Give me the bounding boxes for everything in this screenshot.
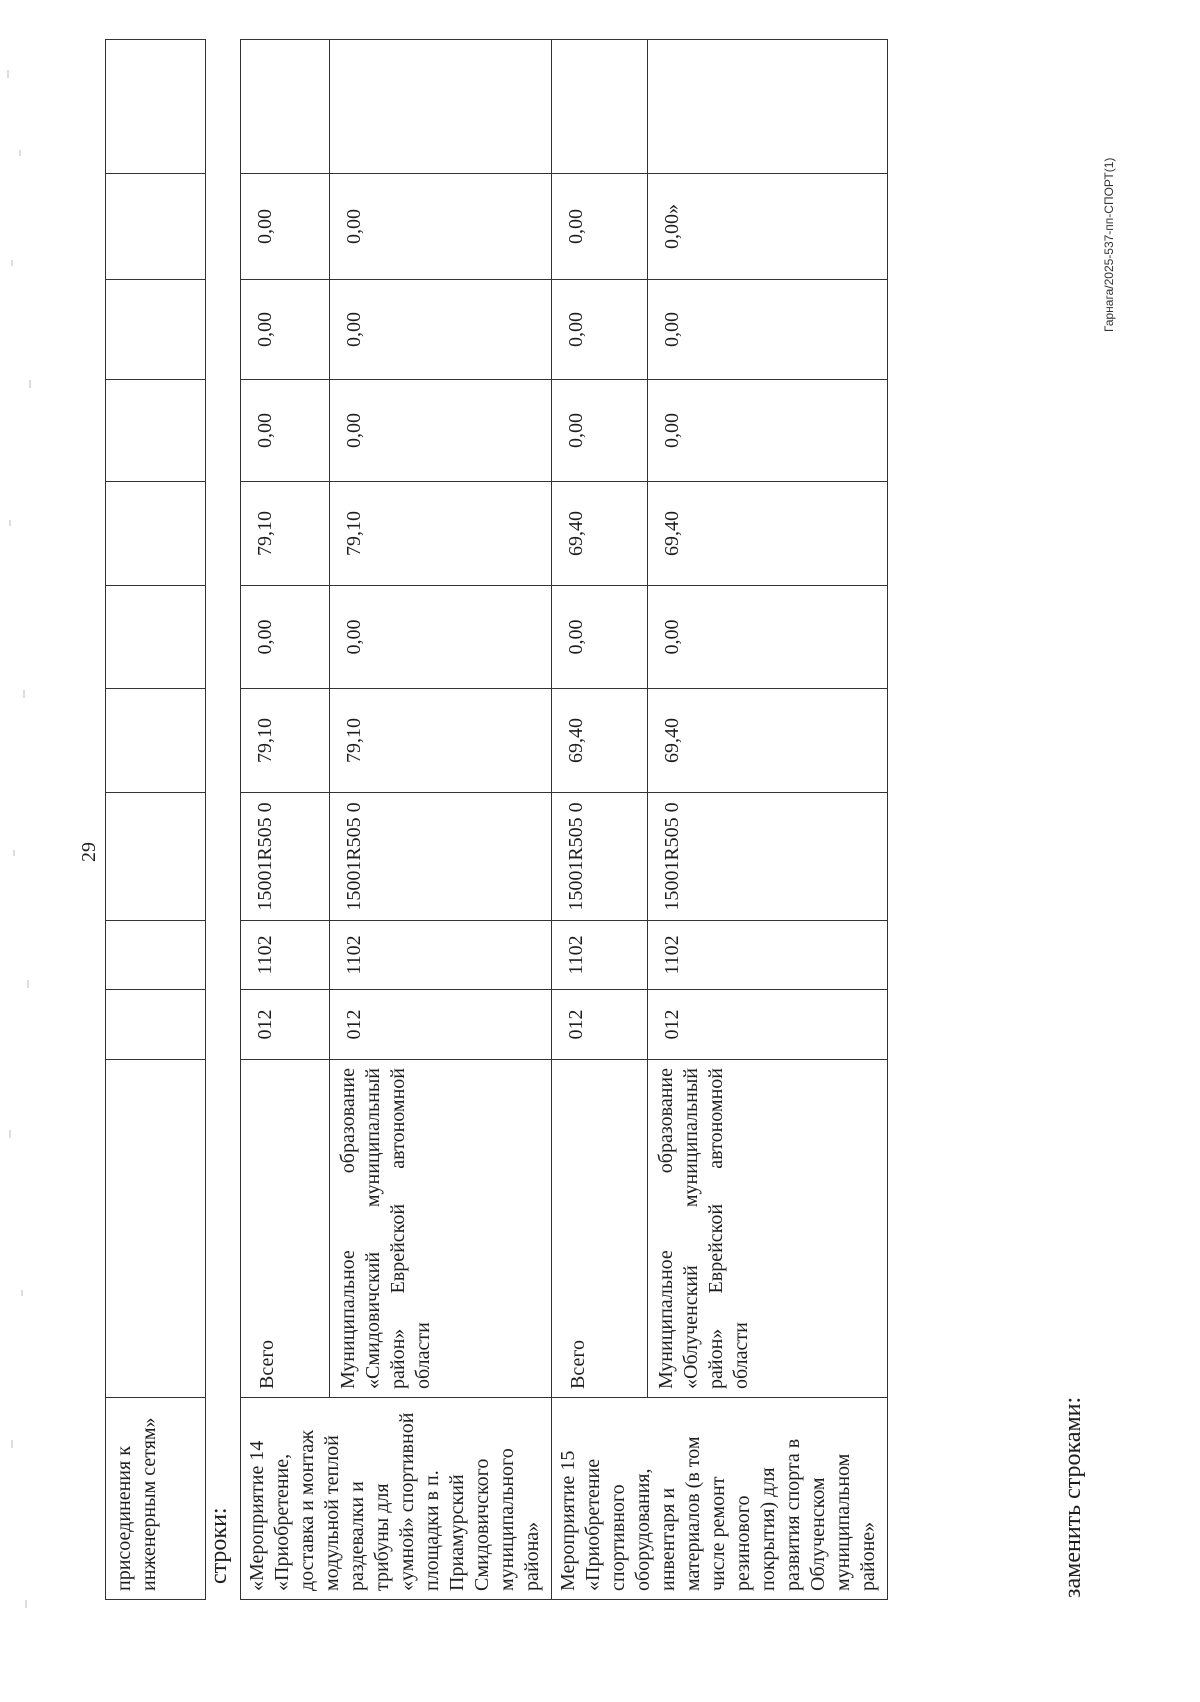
table-cell: 0,00: [647, 280, 887, 380]
table-cell: [241, 40, 330, 174]
table-cell: 0,00: [329, 586, 551, 689]
table-cell: 15001R505 0: [552, 793, 648, 921]
table-cell: 012: [552, 990, 648, 1060]
table-cell: [106, 1060, 206, 1398]
table-cell: 79,10: [329, 689, 551, 793]
table-cell: 0,00: [241, 280, 330, 380]
table-cell: 1102: [552, 921, 648, 990]
table-cell: [106, 40, 206, 174]
table-cell: 012: [647, 990, 887, 1060]
continuation-table: [105, 39, 206, 1600]
table-cell: 69,40: [647, 482, 887, 586]
table-cell: 012: [241, 990, 330, 1060]
table-cell: [106, 380, 206, 482]
table-cell: 69,40: [647, 689, 887, 793]
table-cell: [106, 174, 206, 280]
table-cell-event-name: Мероприятие 15 «Приобретение спортивного оборудования, инвентаря и материалов (в том числе ремонт резинового покрытия) для развития спорта в Облученском муниципальном районе»: [552, 1398, 888, 1600]
table-cell: 0,00: [241, 380, 330, 482]
table-cell: 0,00: [241, 174, 330, 280]
table-cell-municipality: Муниципальное образование «Облученский муниципальный район» Еврейской автономной области: [647, 1060, 887, 1398]
table-cell: [647, 40, 887, 174]
table-cell: 0,00: [241, 586, 330, 689]
table-cell: присоединения к инженерным сетям»: [106, 1398, 206, 1600]
footer-code: Гарнага/2025-537-пп-СПОРТ(1): [1102, 157, 1116, 332]
table-cell: Всего: [241, 1060, 330, 1398]
table-cell: 0,00: [552, 380, 648, 482]
table-cell: 79,10: [241, 689, 330, 793]
table-cell: 15001R505 0: [241, 793, 330, 921]
table-cell-municipality: Муниципальное образование «Смидовичский муниципальный район» Еврейской автономной области: [329, 1060, 551, 1398]
table-cell: [329, 40, 551, 174]
table-cell: 79,10: [329, 482, 551, 586]
table-cell: 15001R505 0: [647, 793, 887, 921]
table-cell: 1102: [241, 921, 330, 990]
table-cell: 0,00: [329, 280, 551, 380]
table-cell: 0,00»: [647, 174, 887, 280]
table-cell: [106, 990, 206, 1060]
table-cell: [106, 280, 206, 380]
label-replace: заменить строками:: [1060, 1396, 1086, 1598]
table-cell: 69,40: [552, 689, 648, 793]
label-strings: строки:: [206, 1507, 232, 1584]
table-row: [106, 40, 206, 1600]
table-cell: 69,40: [552, 482, 648, 586]
table-row: [647, 40, 887, 1600]
table-cell: Всего: [552, 1060, 648, 1398]
table-cell: [106, 586, 206, 689]
table-cell: [106, 689, 206, 793]
table-cell: 0,00: [647, 380, 887, 482]
table-cell: 0,00: [647, 586, 887, 689]
table-cell: 012: [329, 990, 551, 1060]
table-cell: 0,00: [552, 586, 648, 689]
table-cell: [106, 921, 206, 990]
table-row: [552, 40, 648, 1600]
table-cell: 0,00: [329, 174, 551, 280]
table-row: [241, 40, 330, 1600]
table-cell: 1102: [647, 921, 887, 990]
main-table: [240, 39, 888, 1600]
table-cell: 15001R505 0: [329, 793, 551, 921]
table-row: [329, 40, 551, 1600]
table-cell: [552, 40, 648, 174]
table-cell: 0,00: [329, 380, 551, 482]
table-cell: 79,10: [241, 482, 330, 586]
page-number: 29: [78, 842, 100, 862]
table-cell: 0,00: [552, 174, 648, 280]
table-cell: 1102: [329, 921, 551, 990]
table-cell: 0,00: [552, 280, 648, 380]
table-cell: [106, 482, 206, 586]
table-cell-event-name: «Мероприятие 14 «Приобретение, доставка и монтаж модульной теплой раздевалки и трибуны для «умной» спортивной площадки в п. Приамурский Смидовичского муниципального района»: [241, 1398, 552, 1600]
table-cell: [106, 793, 206, 921]
